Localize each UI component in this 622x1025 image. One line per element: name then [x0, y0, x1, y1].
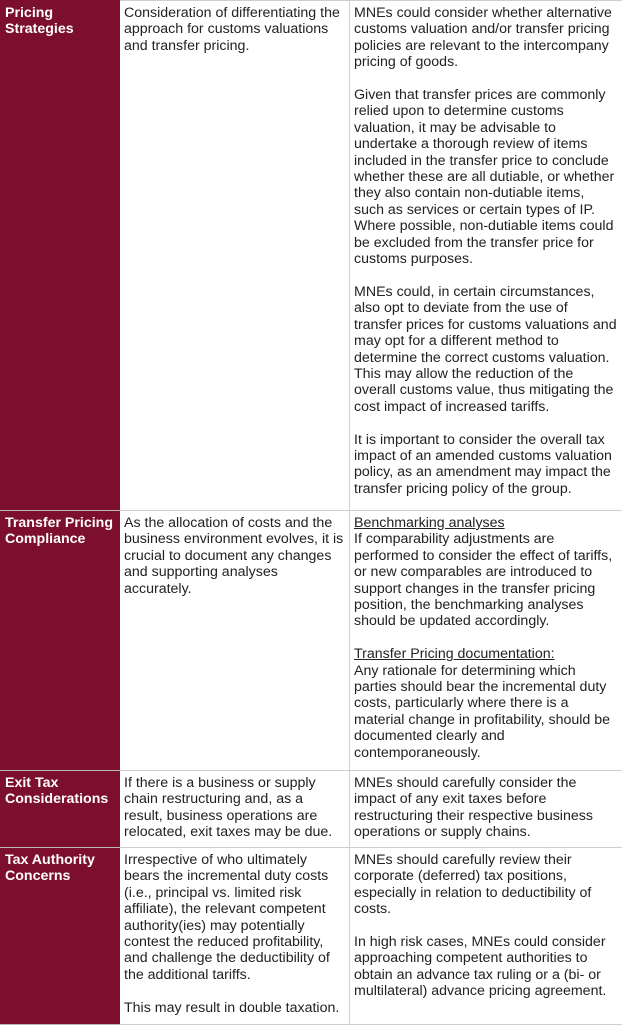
- response-paragraph: In high risk cases, MNEs could consider approaching competent authorities to obtain an advance tax ruling or a (bi- or multilateral) advance pricing agreement.: [354, 934, 617, 1000]
- consideration-cell: Consideration of differentiating the approach for customs valuations and transfer pricing.: [120, 1, 350, 511]
- response-paragraph: MNEs could consider whether alternative customs valuation and/or transfer pricing policies are relevant to the intercompany pricing of goods.: [354, 5, 617, 71]
- section-text: Any rationale for determining which parties should bear the incremental duty costs, particularly where there is a material change in profitability, should be documented clearly and contemporaneously.: [354, 663, 610, 761]
- consideration-cell: As the allocation of costs and the business environment evolves, it is crucial to document any changes and supporting analyses accurately.: [120, 511, 350, 771]
- row-heading: Transfer Pricing Compliance: [1, 511, 120, 771]
- section-subheading: Transfer Pricing documentation:: [354, 646, 617, 662]
- section-subheading: Benchmarking analyses: [354, 515, 617, 531]
- table-row-tax-authority: [1, 848, 622, 1025]
- table-row-transfer-pricing-compliance: [1, 511, 622, 771]
- response-cell: [350, 771, 622, 848]
- consideration-cell: If there is a business or supply chain restructuring and, as a result, business operations are relocated, exit taxes may be due.: [120, 771, 350, 848]
- response-cell: [350, 1, 622, 511]
- row-heading: Exit Tax Considerations: [1, 771, 120, 848]
- response-paragraph: MNEs should carefully review their corporate (deferred) tax positions, especially in relation to deductibility of costs.: [354, 852, 617, 918]
- table-row-exit-tax: [1, 771, 622, 848]
- consideration-paragraph: This may result in double taxation.: [124, 1000, 344, 1016]
- response-cell: [350, 511, 622, 771]
- row-heading: Tax Authority Concerns: [1, 848, 120, 1025]
- consideration-paragraph: Irrespective of who ultimately bears the incremental duty costs (i.e., principal vs. limited risk affiliate), the relevant competent authority(ies) may potentially contest the reduced profitability, and challenge the deductibility of the additional tariffs.: [124, 852, 344, 983]
- table-row-pricing-strategies: [1, 1, 622, 511]
- row-heading: Pricing Strategies: [1, 1, 120, 511]
- response-paragraph: MNEs should carefully consider the impact of any exit taxes before restructuring their respective business operations or supply chains.: [354, 775, 617, 841]
- response-paragraph: It is important to consider the overall tax impact of an amended customs valuation policy, as an amendment may impact the transfer pricing policy of the group.: [354, 432, 617, 498]
- response-section: [354, 646, 617, 761]
- consideration-cell: [120, 848, 350, 1025]
- response-paragraph: MNEs could, in certain circumstances, also opt to deviate from the use of transfer prices for customs valuations and may opt for a different method to determine the correct customs valuation. This may allow the reduction of the overall customs value, thus mitigating the cost impact of increased tariffs.: [354, 284, 617, 415]
- response-paragraph: Given that transfer prices are commonly relied upon to determine customs valuation, it may be advisable to undertake a thorough review of items included in the transfer price to conclude whether these are all dutiable, or whether they also contain non-dutiable items, such as services or certain types of IP. Where possible, non-dutiable items could be excluded from the transfer price for customs purposes.: [354, 87, 617, 267]
- section-text: If comparability adjustments are performed to consider the effect of tariffs, or new comparables are introduced to support changes in the transfer pricing position, the benchmarking analyses should be updated accordingly.: [354, 531, 612, 629]
- response-cell: [350, 848, 622, 1025]
- response-section: [354, 515, 617, 630]
